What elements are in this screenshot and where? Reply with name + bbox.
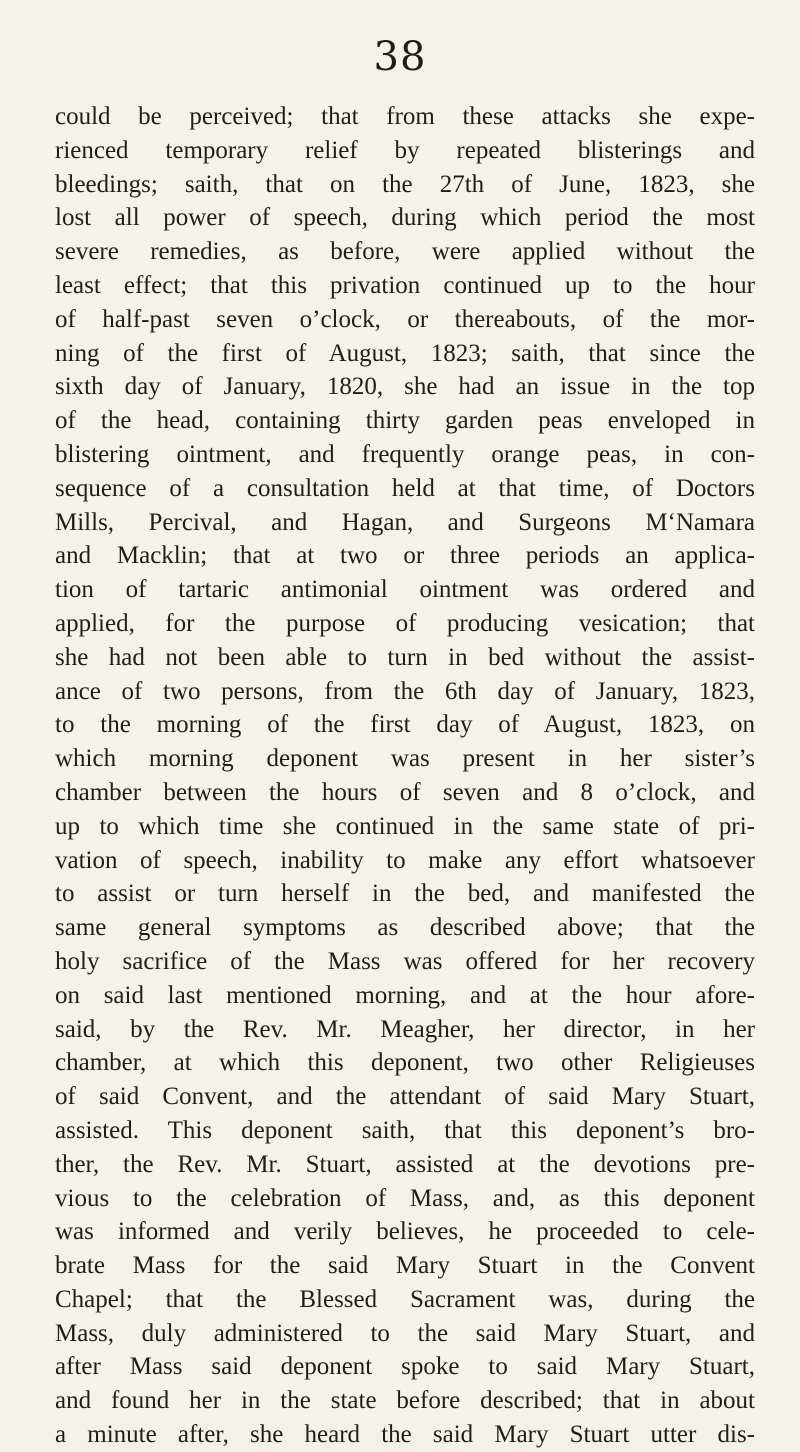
text-line: chamber between the hours of seven and 8 o’clock, and — [55, 778, 755, 806]
text-line: ance of two persons, from the 6th day of January, 1823, — [55, 677, 755, 705]
text-line: she had not been able to turn in bed without the assist- — [55, 643, 755, 671]
text-line: and Macklin; that at two or three periods an applica- — [55, 542, 755, 570]
text-line: Mass, duly administered to the said Mary Stuart, and — [55, 1319, 755, 1347]
text-line: on said last mentioned morning, and at the hour afore- — [55, 981, 755, 1009]
page-number: 38 — [373, 34, 427, 80]
text-line: holy sacrifice of the Mass was offered for her recovery — [55, 947, 755, 975]
text-line: which morning deponent was present in her sister’s — [55, 745, 755, 773]
text-line: of said Convent, and the attendant of said Mary Stuart, — [55, 1083, 755, 1111]
text-line: applied, for the purpose of producing vesication; that — [55, 609, 755, 637]
text-line: ther, the Rev. Mr. Stuart, assisted at the devotions pre- — [55, 1150, 755, 1178]
text-line: of half-past seven o’clock, or thereabouts, of the mor- — [55, 305, 755, 333]
text-line: vation of speech, inability to make any effort whatsoever — [55, 846, 755, 874]
text-line: sixth day of January, 1820, she had an issue in the top — [55, 373, 755, 401]
text-line: same general symptoms as described above; that the — [55, 914, 755, 942]
text-line: was informed and verily believes, he proceeded to cele- — [55, 1218, 755, 1246]
text-line: least effect; that this privation continued up to the hour — [55, 271, 755, 299]
text-line: severe remedies, as before, were applied without the — [55, 238, 755, 266]
text-line: ning of the first of August, 1823; saith, that since the — [55, 339, 755, 367]
text-line: vious to the celebration of Mass, and, as this deponent — [55, 1184, 755, 1212]
text-line: and found her in the state before described; that in about — [55, 1387, 755, 1415]
text-line: after Mass said deponent spoke to said Mary Stuart, — [55, 1353, 755, 1381]
text-line: tion of tartaric antimonial ointment was ordered and — [55, 576, 755, 604]
text-line: assisted. This deponent saith, that this deponent’s bro- — [55, 1116, 755, 1144]
text-line: to the morning of the first day of August, 1823, on — [55, 711, 755, 739]
text-line: to assist or turn herself in the bed, and manifested the — [55, 880, 755, 908]
text-line: sequence of a consultation held at that time, of Doctors — [55, 474, 755, 502]
text-line: a minute after, she heard the said Mary Stuart utter dis- — [55, 1421, 755, 1449]
text-line: up to which time she continued in the same state of pri- — [55, 812, 755, 840]
body-text — [55, 100, 755, 1452]
text-line: Mills, Percival, and Hagan, and Surgeons M‘Namara — [55, 508, 755, 536]
text-line: brate Mass for the said Mary Stuart in the Convent — [55, 1252, 755, 1280]
text-line: said, by the Rev. Mr. Meagher, her director, in her — [55, 1015, 755, 1043]
text-line: blistering ointment, and frequently orange peas, in con- — [55, 440, 755, 468]
text-line: of the head, containing thirty garden peas enveloped in — [55, 407, 755, 435]
text-line: chamber, at which this deponent, two other Religieuses — [55, 1049, 755, 1077]
text-line: Chapel; that the Blessed Sacrament was, during the — [55, 1285, 755, 1313]
text-line: bleedings; saith, that on the 27th of June, 1823, she — [55, 170, 755, 198]
text-line: could be perceived; that from these attacks she expe- — [55, 103, 755, 130]
text-line: lost all power of speech, during which period the most — [55, 204, 755, 232]
text-line: rienced temporary relief by repeated blisterings and — [55, 136, 755, 164]
